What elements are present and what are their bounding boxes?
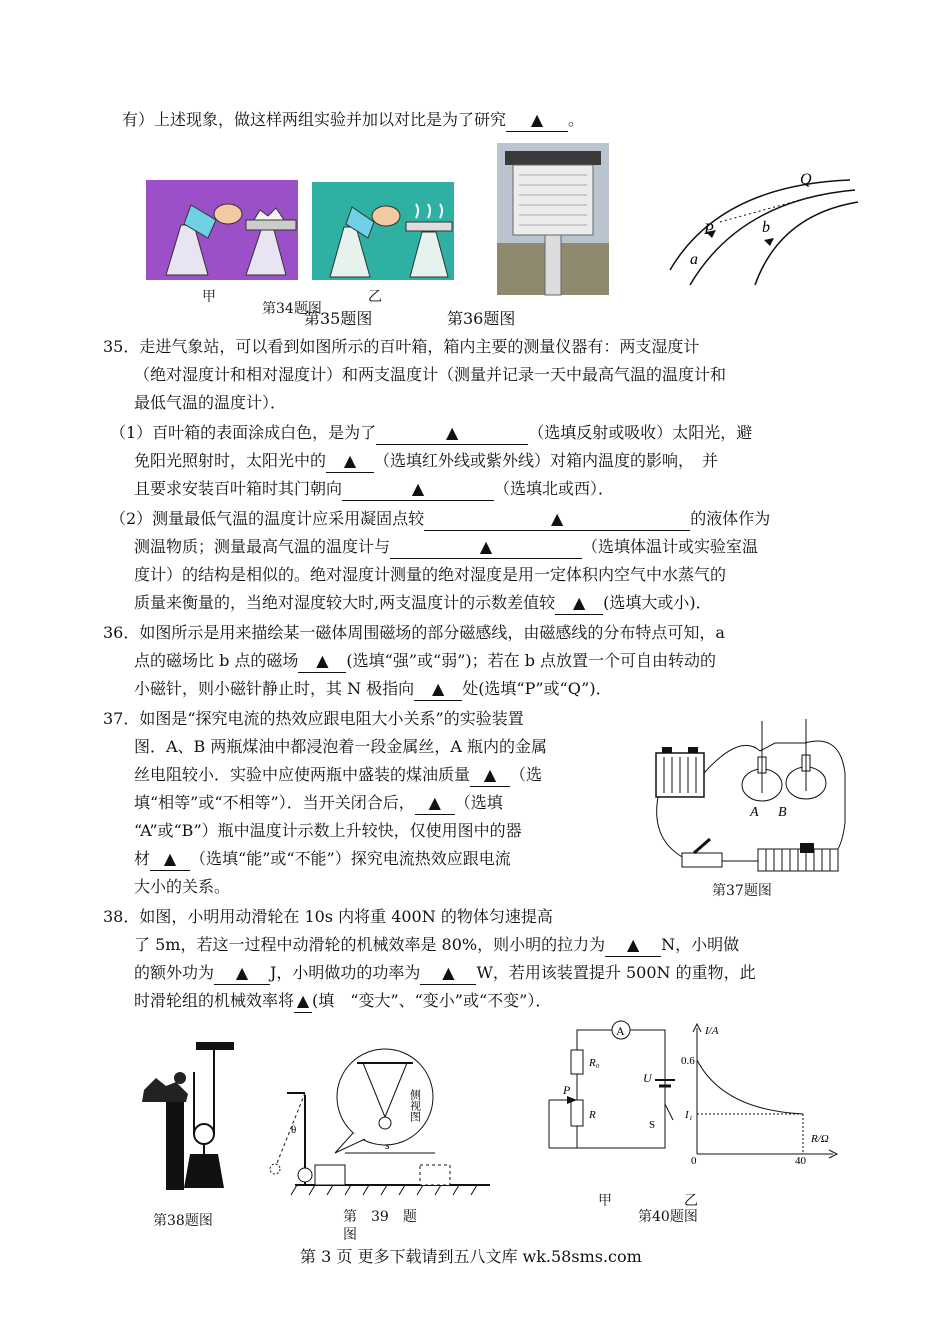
q37-line4: 填“相等”或“不相等”）．当开关闭合后， ▲ （选填 bbox=[134, 790, 503, 816]
fig34-yi-caption: 乙 bbox=[368, 289, 382, 305]
q38-line1: 38．如图，小明用动滑轮在 10s 内将重 400N 的物体匀速提高 bbox=[103, 907, 553, 926]
fig40-r0-label: R₀ bbox=[589, 1057, 600, 1069]
q37-line2: 图．A、B 两瓶煤油中都浸泡着一段金属丝，A 瓶内的金属 bbox=[134, 737, 548, 756]
fig40-jia-circuit bbox=[545, 1020, 685, 1160]
fig40-p-label: P bbox=[563, 1083, 571, 1097]
q37-line6: 材 ▲ （选填“能”或“不能”）探究电流热效应跟电流 bbox=[134, 846, 511, 872]
fig34-yi-image bbox=[312, 182, 454, 280]
fig40-zero: 0 bbox=[691, 1155, 697, 1167]
fig40-r-label: R bbox=[589, 1109, 596, 1121]
q35-line6: 且要求安装百叶箱时其门朝向 ▲ （选填北或西）． bbox=[134, 476, 614, 502]
fig40-ammeter-label: A bbox=[616, 1024, 625, 1038]
q36-line2: 点的磁场比 b 点的磁场 ▲ (选填“强”或“弱”)；若在 b 点放置一个可自由转动的 bbox=[134, 648, 716, 674]
fig40-x-axis-label: R/Ω bbox=[811, 1133, 829, 1145]
q35-line2: （绝对湿度计和相对湿度计）和两支温度计（测量并记录一天中最高气温的温度计和 bbox=[134, 365, 727, 384]
q37-line3: 丝电阻较小．实验中应使两瓶中盛装的煤油质量 ▲ （选 bbox=[134, 762, 542, 788]
fig37-circuit-diagram bbox=[650, 713, 855, 878]
fig35-weather-box-photo bbox=[497, 143, 609, 295]
q35-line1: 35．走进气象站，可以看到如图所示的百叶箱，箱内主要的测量仪器有：两支湿度计 bbox=[103, 337, 700, 356]
q35-line4: （1）百叶箱的表面涂成白色，是为了 ▲ （选填反射或吸收）太阳光，避 bbox=[110, 420, 752, 446]
q38-line2: 了 5m，若这一过程中动滑轮的机械效率是 80%，则小明的拉力为 ▲ N，小明做 bbox=[134, 932, 739, 958]
fig40-yi-graph bbox=[683, 1020, 843, 1165]
fig38-caption: 第38题图 bbox=[153, 1213, 213, 1229]
fig36-label-q: Q bbox=[800, 171, 812, 188]
fig40-caption: 第40题图 bbox=[638, 1209, 698, 1225]
fig39-side-view-label: 侧视图 bbox=[408, 1089, 422, 1122]
q35-line10: 质量来衡量的，当绝对湿度较大时,两支温度计的示数差值较 ▲ (选填大或小)． bbox=[134, 590, 712, 616]
q38-line3: 的额外功为 ▲ J，小明做功的功率为 ▲ W，若用该装置提升 500N 的重物，此 bbox=[134, 960, 756, 986]
q37-line7: 大小的关系。 bbox=[134, 877, 231, 896]
fig36-label-a: a bbox=[690, 251, 698, 268]
fig40-jia-caption: 甲 bbox=[598, 1193, 612, 1209]
q37-line1: 37．如图是“探究电流的热效应跟电阻大小关系”的实验装置 bbox=[103, 709, 524, 728]
fig35-caption: 第35题图 bbox=[304, 309, 373, 328]
fig40-y-axis-label: I/A bbox=[705, 1025, 719, 1037]
q35-line9: 度计）的结构是相似的。绝对湿度计测量的绝对湿度是用一定体积内空气中水蒸气的 bbox=[134, 565, 727, 584]
fig34-caption: 第34题图 bbox=[262, 301, 322, 317]
fig37-label-a: A bbox=[750, 805, 759, 820]
fig40-yi-caption: 乙 bbox=[684, 1193, 698, 1209]
fig40-i1-label: I₁ bbox=[685, 1109, 693, 1121]
fig36-label-p: P bbox=[704, 221, 714, 238]
q36-line1: 36．如图所示是用来描绘某一磁体周围磁场的部分磁感线，由磁感线的分布特点可知，a bbox=[103, 623, 725, 642]
fig34-jia-image bbox=[146, 180, 298, 280]
fig40-x-40: 40 bbox=[795, 1155, 806, 1167]
fig39-pendulum-diagram bbox=[265, 1035, 495, 1205]
q35-line8: 测温物质；测量最高气温的温度计与 ▲ （选填体温计或实验室温 bbox=[134, 534, 758, 560]
q38-line4: 时滑轮组的机械效率将 ▲ (填 “变大”、“变小”或“不变”）． bbox=[134, 988, 551, 1014]
fig37-caption: 第37题图 bbox=[712, 883, 772, 899]
q35-line7: （2）测量最低气温的温度计应采用凝固点较 ▲ 的液体作为 bbox=[110, 506, 770, 532]
fig36-label-b: b bbox=[762, 219, 770, 236]
page-footer: 第 3 页 更多下载请到五八文库 wk.58sms.com bbox=[300, 1247, 642, 1266]
fig34-jia-caption: 甲 bbox=[202, 289, 216, 305]
fig40-u-label: U bbox=[643, 1071, 652, 1085]
q35-line3: 最低气温的温度计）． bbox=[134, 393, 287, 412]
q36-line3: 小磁针，则小磁针静止时，其 N 极指向 ▲ 处(选填“P”或“Q”)． bbox=[134, 676, 612, 702]
q37-line5: “A”或“B”）瓶中温度计示数上升较快，仅使用图中的器 bbox=[134, 821, 522, 840]
fig37-label-b: B bbox=[778, 805, 787, 820]
fig36-field-lines bbox=[660, 160, 860, 290]
intro-line: 有）上述现象，做这样两组实验并加以对比是为了研究 ▲ 。 bbox=[122, 107, 584, 133]
fig39-theta-label: θ bbox=[291, 1124, 297, 1136]
fig38-pulley-drawing bbox=[136, 1042, 236, 1192]
fig40-y-06: 0.6 bbox=[681, 1055, 695, 1067]
fig39-caption-a: 第 39 题 bbox=[343, 1209, 417, 1225]
q35-line5: 免阳光照射时，太阳光中的 ▲ （选填红外线或紫外线）对箱内温度的影响， 并 bbox=[134, 448, 718, 474]
fig36-caption: 第36题图 bbox=[447, 309, 516, 328]
fig40-s-label: S bbox=[649, 1119, 656, 1131]
fig39-caption-b: 图 bbox=[343, 1227, 357, 1243]
